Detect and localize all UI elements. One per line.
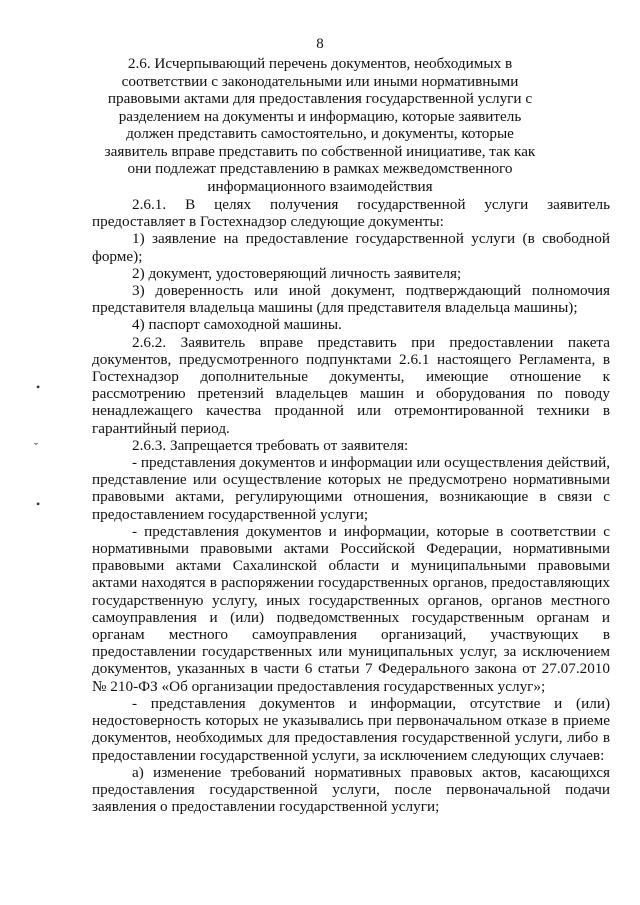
list-item-1: 1) заявление на предоставление государственной услуги (в свободной форме); (92, 230, 610, 265)
prohibition-item-1: - представления документов и информации или осуществления действий, представление или осуществление которых не предусмотрено нормативными правовыми актами, регулирующими отношения, возникающие в связи с предоставлением государственной услуги; (92, 454, 610, 523)
section-heading: 2.6. Исчерпывающий перечень документов, необходимых в соответствии с законодательными или иными нормативными правовыми актами для предоставления государственной услуги с разделением на документы и информацию, которые заявитель должен представить самостоятельно, и документы, которые заявитель вправе представить по собственной инициативе, так как они подлежат представлению в рамках межведомственного информационного взаимодействия (104, 55, 536, 195)
margin-speck-mark: • (36, 497, 41, 511)
margin-speck-mark: ˇ (34, 440, 38, 454)
paragraph-2-6-2: 2.6.2. Заявитель вправе представить при предоставлении пакета документов, предусмотренного подпунктами 2.6.1 настоящего Регламента, в Гостехнадзор дополнительные документы, имеющие отношение к рассмотрению претензий владельцев машин и оборудования по поводу ненадлежащего качества проданной или отремонтированной техники в гарантийный период. (92, 333, 610, 437)
margin-speck-mark: • (36, 380, 41, 394)
prohibition-item-3: - представления документов и информации, отсутствие и (или) недостоверность которых не указывались при первоначальном отказе в приеме документов, необходимых для предоставления государственной услуги, либо в предоставлении государственной услуги, за исключением следующих случаев: (92, 694, 610, 764)
page-number: 8 (316, 36, 324, 52)
prohibition-item-2: - представления документов и информации, которые в соответствии с нормативными правовыми актами Российской Федерации, нормативными правовыми актами Сахалинской области и муниципальными правовыми актами находятся в распоряжении государственных органов, предоставляющих государственную услугу, иных государственных органов, органов местного самоуправления и (или) подведомственных государственным органам и органам местного самоуправления организаций, участвующих в предоставлении государственных или муниципальных услуг, за исключением документов, указанных в части 6 статьи 7 Федерального закона от 27.07.2010 № 210-ФЗ «Об организации предоставления государственных услуг»; (92, 522, 610, 695)
list-item-2: 2) документ, удостоверяющий личность заявителя; (132, 264, 462, 282)
paragraph-2-6-1: 2.6.1. В целях получения государственной услуги заявитель предоставляет в Гостехнадзор следующие документы: (92, 196, 610, 231)
exception-item-a: а) изменение требований нормативных правовых актов, касающихся предоставления государственной услуги, после первоначальной подачи заявления о предоставлении государственной услуги; (92, 763, 610, 816)
list-item-3: 3) доверенность или иной документ, подтверждающий полномочия представителя владельца машины (для представителя владельца машины); (92, 282, 610, 317)
paragraph-2-6-3: 2.6.3. Запрещается требовать от заявителя: (132, 436, 409, 454)
list-item-4: 4) паспорт самоходной машины. (132, 316, 342, 334)
document-body (92, 196, 610, 815)
